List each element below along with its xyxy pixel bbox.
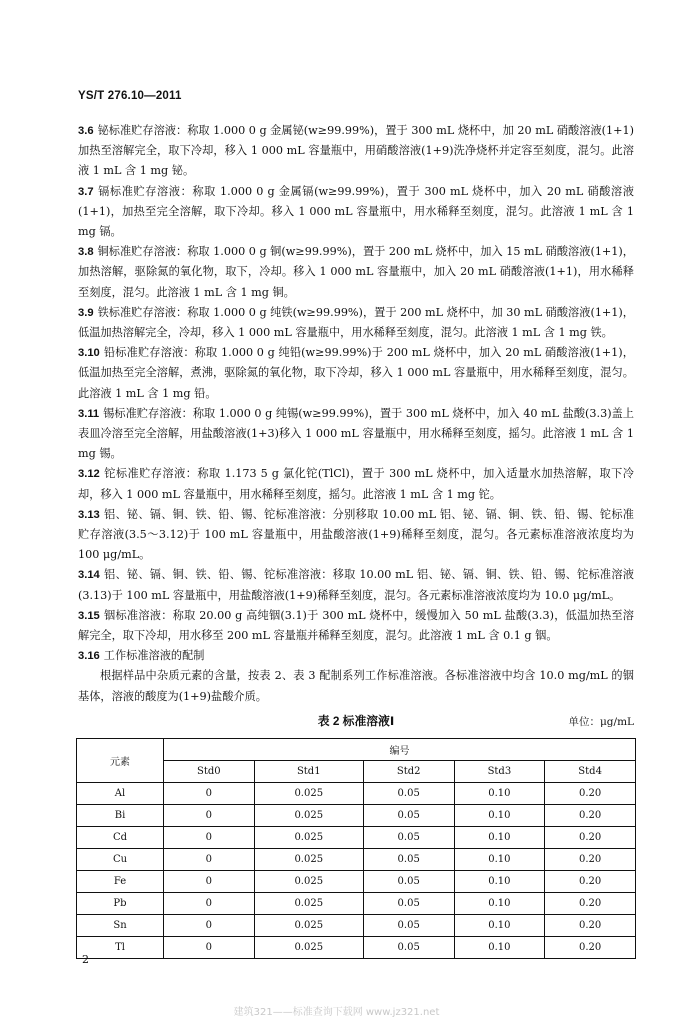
value-cell: 0.05 — [363, 937, 454, 959]
table-row — [77, 871, 636, 893]
value-cell: 0.10 — [454, 849, 545, 871]
value-cell: 0 — [164, 827, 255, 849]
value-cell: 0.025 — [254, 937, 363, 959]
value-cell: 0.10 — [454, 783, 545, 805]
clause-number: 3.11 — [78, 407, 100, 420]
value-cell: 0.20 — [545, 893, 636, 915]
clause-text: 工作标准溶液的配制 — [103, 649, 205, 663]
value-cell: 0.10 — [454, 915, 545, 937]
value-cell: 0.20 — [545, 871, 636, 893]
value-cell: 0.025 — [254, 871, 363, 893]
value-cell: 0.05 — [363, 893, 454, 915]
clause-text: 铝、铋、镉、铜、铁、铅、锡、铊标准溶液：移取 10.00 mL 铝、铋、镉、铜、铁、铅、锡、铊标准溶液(3.13)于 100 mL 容量瓶中，用盐酸溶液(1+9)稀释至刻度，混匀。各元素标准溶液浓度均为 10.0 μg/mL。 — [78, 568, 634, 602]
table-body — [77, 783, 636, 959]
table-row — [77, 915, 636, 937]
clause-3-11 — [78, 404, 634, 465]
clause-3-14 — [78, 565, 634, 605]
table-row — [77, 849, 636, 871]
clause-text: 镉标准贮存溶液：称取 1.000 0 g 金属镉(w≥99.99%)，置于 300 mL 烧杯中，加入 20 mL 硝酸溶液(1+1)，加热至完全溶解，取下冷却。移入 1 000 mL 容量瓶中，用水稀释至刻度，混匀。此溶液 1 mL 含 1 mg 镉。 — [78, 184, 634, 239]
table-title: 表 2 标准溶液Ⅰ — [317, 714, 395, 728]
table-caption — [78, 712, 634, 734]
value-cell: 0.10 — [454, 827, 545, 849]
value-cell: 0.10 — [454, 871, 545, 893]
page-number: 2 — [82, 953, 89, 966]
value-cell: 0 — [164, 893, 255, 915]
value-cell: 0.20 — [545, 937, 636, 959]
value-cell: 0 — [164, 849, 255, 871]
table-row — [77, 937, 636, 959]
clause-number: 3.7 — [78, 185, 94, 198]
clause-3-7 — [78, 182, 634, 243]
clause-text: 铝、铋、镉、铜、铁、铅、锡、铊标准溶液：分别移取 10.00 mL 铝、铋、镉、铜、铁、铅、锡、铊标准贮存溶液(3.5～3.12)于 100 mL 容量瓶中，用盐酸溶液(1+9)稀释至刻度，混匀。各元素标准溶液浓度均为 100 μg/mL。 — [78, 507, 634, 562]
value-cell: 0.10 — [454, 937, 545, 959]
column-header: Std2 — [363, 761, 454, 783]
value-cell: 0.20 — [545, 805, 636, 827]
table-row — [77, 783, 636, 805]
clause-number: 3.12 — [78, 468, 100, 481]
clause-3-6 — [78, 121, 634, 182]
value-cell: 0.05 — [363, 849, 454, 871]
value-cell: 0.025 — [254, 805, 363, 827]
clause-number: 3.14 — [78, 569, 100, 582]
value-cell: 0.10 — [454, 805, 545, 827]
value-cell: 0.025 — [254, 893, 363, 915]
intro-paragraph: 根据样品中杂质元素的含量，按表 2、表 3 配制系列工作标准溶液。各标准溶液中均含 10.0 mg/mL 的铟基体，溶液的酸度为(1+9)盐酸介质。 — [78, 669, 634, 703]
group-header: 编号 — [164, 739, 636, 761]
clause-3-15 — [78, 606, 634, 646]
element-cell: Tl — [77, 937, 164, 959]
element-cell: Fe — [77, 871, 164, 893]
clause-number: 3.9 — [78, 306, 94, 319]
table-row — [77, 893, 636, 915]
clause-3-9 — [78, 303, 634, 343]
value-cell: 0 — [164, 937, 255, 959]
element-cell: Sn — [77, 915, 164, 937]
element-cell: Al — [77, 783, 164, 805]
clause-text: 铟标准溶液：称取 20.00 g 高纯铟(3.1)于 300 mL 烧杯中，缓慢加入 50 mL 盐酸(3.3)，低温加热至溶解完全，取下冷却，用水移至 200 mL 容量瓶并稀释至刻度，混匀。此溶液 1 mL 含 0.1 g 铟。 — [78, 608, 634, 643]
column-header: Std1 — [254, 761, 363, 783]
clause-3-16 — [78, 646, 634, 666]
value-cell: 0.20 — [545, 783, 636, 805]
element-column-header: 元素 — [77, 739, 164, 783]
value-cell: 0.05 — [363, 827, 454, 849]
value-cell: 0.20 — [545, 849, 636, 871]
clause-number: 3.15 — [78, 609, 100, 622]
clause-text: 铜标准贮存溶液：称取 1.000 0 g 铜(w≥99.99%)，置于 200 mL 烧杯中，加入 15 mL 硝酸溶液(1+1)，加热溶解，驱除氮的氧化物，取下，冷却。移入 1 000 mL 容量瓶中，加入 20 mL 硝酸溶液(1+1)，用水稀释至刻度，混匀。此溶液 1 mL 含 1 mg 铜。 — [78, 245, 634, 299]
element-cell: Cu — [77, 849, 164, 871]
clause-text: 铁标准贮存溶液：称取 1.000 0 g 纯铁(w≥99.99%)，置于 200 mL 烧杯中，加 30 mL 硝酸溶液(1+1)，低温加热溶解完全，冷却，移入 1 000 mL 容量瓶中，用水稀释至刻度，混匀。此溶液 1 mL 含 1 mg 铁。 — [78, 305, 634, 340]
clause-text: 铅标准贮存溶液：称取 1.000 0 g 纯铅(w≥99.99%)于 200 mL 烧杯中，加入 20 mL 硝酸溶液(1+1)，低温加热至完全溶解，煮沸，驱除氮的氧化物，取下冷却，移入 1 000 mL 容量瓶中，用水稀释至刻度，混匀。此溶液 1 mL 含 1 mg 铅。 — [78, 346, 634, 400]
table-unit: 单位：μg/mL — [568, 716, 634, 728]
value-cell: 0 — [164, 871, 255, 893]
clause-text: 铋标准贮存溶液：称取 1.000 0 g 金属铋(w≥99.99%)，置于 300 mL 烧杯中，加 20 mL 硝酸溶液(1+1)加热至溶解完全，取下冷却，移入 1 000 mL 容量瓶中，用硝酸溶液(1+9)洗净烧杯并定容至刻度，混匀。此溶液 1 mL 含 1 mg 铋。 — [78, 124, 634, 178]
value-cell: 0.025 — [254, 849, 363, 871]
standard-solution-table — [76, 738, 636, 959]
value-cell: 0.10 — [454, 893, 545, 915]
element-cell: Bi — [77, 805, 164, 827]
clause-3-8 — [78, 242, 634, 303]
value-cell: 0.025 — [254, 827, 363, 849]
value-cell: 0.05 — [363, 783, 454, 805]
value-cell: 0.20 — [545, 915, 636, 937]
value-cell: 0.05 — [363, 871, 454, 893]
value-cell: 0.20 — [545, 827, 636, 849]
body-text — [78, 121, 634, 707]
clause-number: 3.13 — [78, 508, 100, 521]
column-header: Std0 — [164, 761, 255, 783]
element-cell: Cd — [77, 827, 164, 849]
clause-number: 3.6 — [78, 125, 94, 137]
clause-3-10 — [78, 343, 634, 404]
watermark: 建筑321——标准查询下载网 www.jz321.net — [233, 1007, 440, 1018]
clause-text: 锡标准贮存溶液：称取 1.000 0 g 纯锡(w≥99.99%)，置于 300 mL 烧杯中，加入 40 mL 盐酸(3.3)盖上表皿冷溶至完全溶解，用盐酸溶液(1+3)移入 1 000 mL 容量瓶中，用水稀释至刻度，摇匀。此溶液 1 mL 含 1 mg 锡。 — [78, 406, 634, 461]
value-cell: 0.05 — [363, 805, 454, 827]
value-cell: 0.025 — [254, 915, 363, 937]
clause-number: 3.16 — [78, 650, 100, 663]
clause-number: 3.10 — [78, 347, 100, 360]
clause-number: 3.8 — [78, 246, 94, 259]
value-cell: 0 — [164, 915, 255, 937]
column-header: Std4 — [545, 761, 636, 783]
value-cell: 0 — [164, 783, 255, 805]
table-header-row — [77, 739, 636, 761]
value-cell: 0.05 — [363, 915, 454, 937]
clause-3-12 — [78, 464, 634, 504]
table-row — [77, 805, 636, 827]
column-header: Std3 — [454, 761, 545, 783]
table-row — [77, 827, 636, 849]
clause-3-13 — [78, 505, 634, 566]
standard-code: YS/T 276.10—2011 — [78, 90, 182, 102]
value-cell: 0 — [164, 805, 255, 827]
value-cell: 0.025 — [254, 783, 363, 805]
element-cell: Pb — [77, 893, 164, 915]
clause-text: 铊标准贮存溶液：称取 1.173 5 g 氯化铊(TlCl)，置于 300 mL 烧杯中，加入适量水加热溶解，取下冷却，移入 1 000 mL 容量瓶中，用水稀释至刻度，摇匀。此溶液 1 mL 含 1 mg 铊。 — [78, 467, 634, 501]
